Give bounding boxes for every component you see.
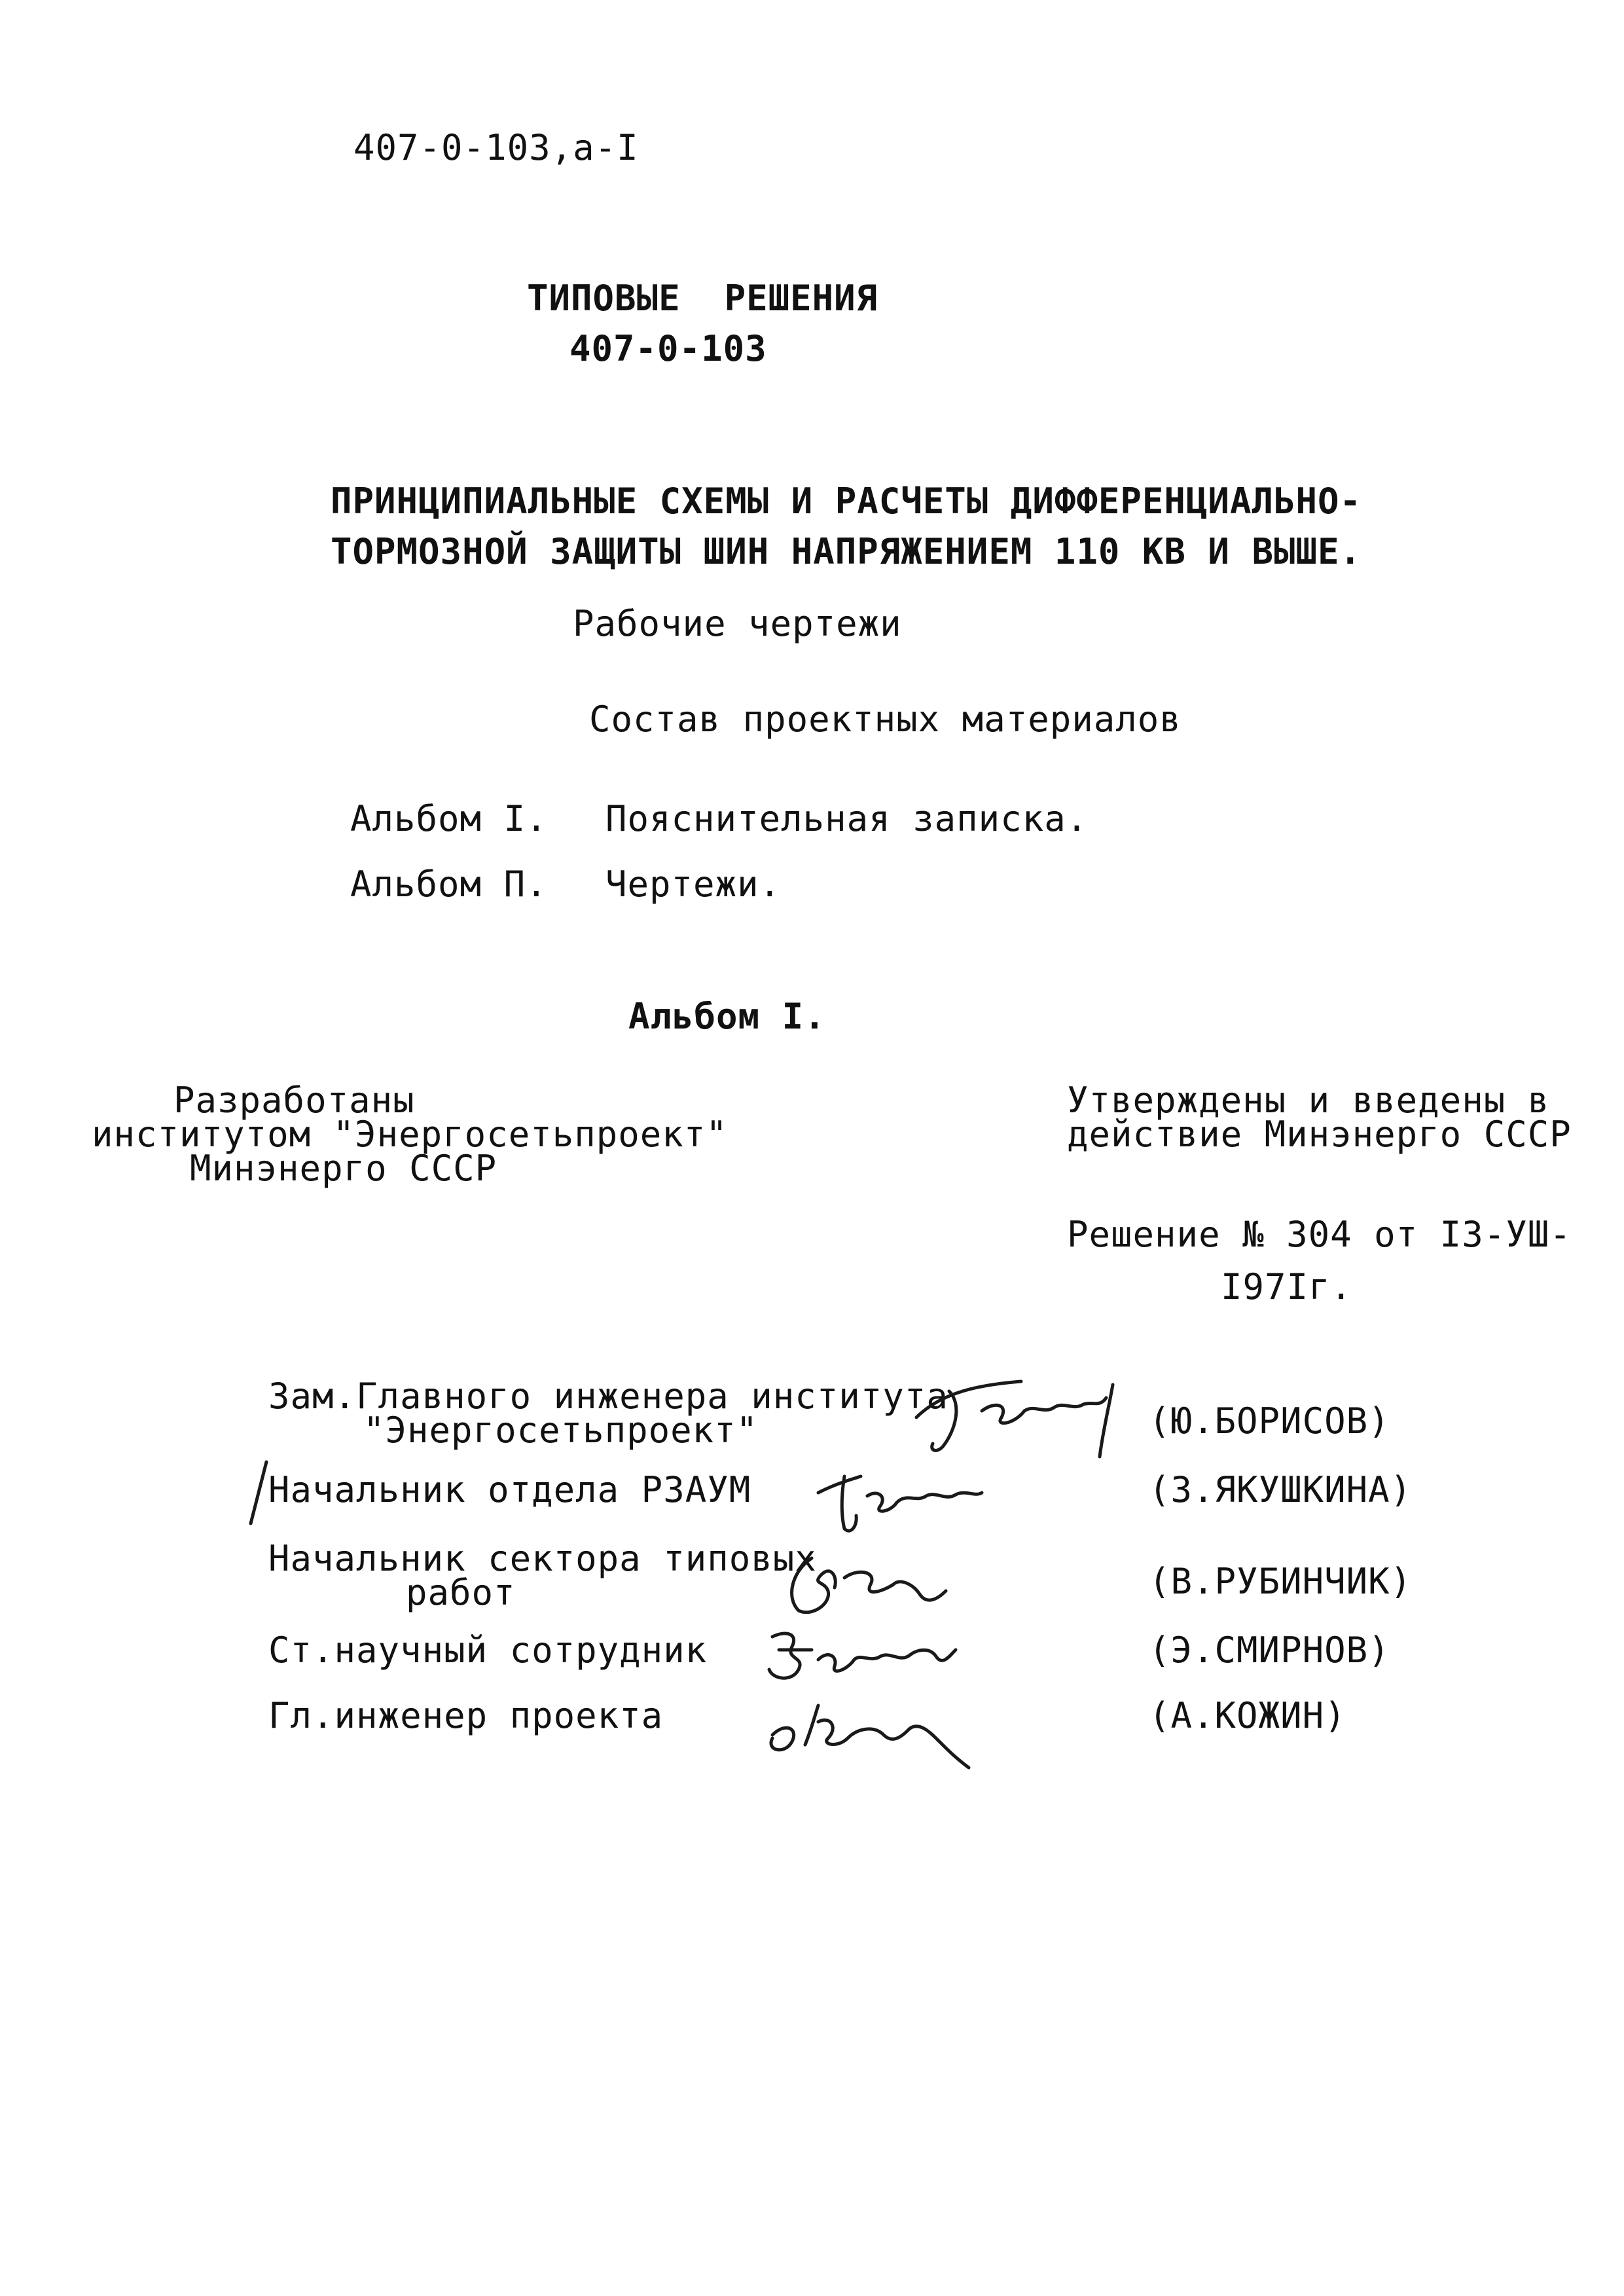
document-code: 407-0-103,а-I xyxy=(353,127,639,168)
signatory-4-name: (Э.СМИРНОВ) xyxy=(1149,1630,1390,1671)
signatory-3-role-line-1: Начальник сектора типовых xyxy=(268,1538,817,1579)
signatory-5-role: Гл.инженер проекта xyxy=(268,1695,664,1736)
developed-by-line-2: институтом "Энергосетьпроект" xyxy=(92,1114,728,1155)
developed-by-line-3: Минэнерго СССР xyxy=(190,1148,497,1189)
signatory-1-name: (Ю.БОРИСОВ) xyxy=(1149,1400,1390,1442)
signatory-5-name: (А.КОЖИН) xyxy=(1149,1695,1346,1736)
signatory-3-role-line-2: работ xyxy=(406,1572,516,1613)
margin-mark-icon xyxy=(245,1457,272,1529)
signatory-2-role: Начальник отдела РЗАУМ xyxy=(268,1469,751,1510)
signatory-1-role-line-2: "Энергосетьпроект" xyxy=(363,1410,759,1451)
album-2-title: Чертежи. xyxy=(605,864,782,905)
signature-kozhin-icon xyxy=(753,1683,988,1774)
signatory-3-name: (В.РУБИНЧИК) xyxy=(1149,1561,1413,1602)
signatory-4-role: Ст.научный сотрудник xyxy=(268,1630,708,1671)
decision-line-2: I97Iг. xyxy=(1221,1266,1353,1307)
signatory-1-role-line-1: Зам.Главного инженера института xyxy=(268,1376,948,1417)
signature-yakushkina-icon xyxy=(805,1457,995,1542)
contents-heading: Состав проектных материалов xyxy=(589,699,1182,740)
title-line-1: ПРИНЦИПИАЛЬНЫЕ СХЕМЫ И РАСЧЕТЫ ДИФФЕРЕНЦИАЛЬНО- xyxy=(331,481,1362,522)
developed-by-line-1: Разработаны xyxy=(173,1080,415,1121)
approved-by-line-1: Утверждены и введены в xyxy=(1067,1080,1550,1121)
approved-by-line-2: действие Минэнерго СССР xyxy=(1067,1114,1572,1155)
album-2-label: Альбом П. xyxy=(350,864,548,905)
header-line-2: 407-0-103 xyxy=(569,328,767,369)
decision-line-1: Решение № 304 от I3-УШ- xyxy=(1067,1214,1572,1255)
subtitle: Рабочие чертежи xyxy=(573,603,902,644)
title-line-2: ТОРМОЗНОЙ ЗАЩИТЫ ШИН НАПРЯЖЕНИЕМ 110 КВ И ВЫШЕ. xyxy=(331,531,1362,572)
header-line-1: ТИПОВЫЕ РЕШЕНИЯ xyxy=(527,278,878,319)
album-1-title: Пояснительная записка. xyxy=(605,798,1089,839)
album-1-label: Альбом I. xyxy=(350,798,548,839)
current-album: Альбом I. xyxy=(628,996,826,1037)
signatory-2-name: (З.ЯКУШКИНА) xyxy=(1149,1469,1413,1510)
signature-borisov-icon xyxy=(903,1365,1146,1463)
